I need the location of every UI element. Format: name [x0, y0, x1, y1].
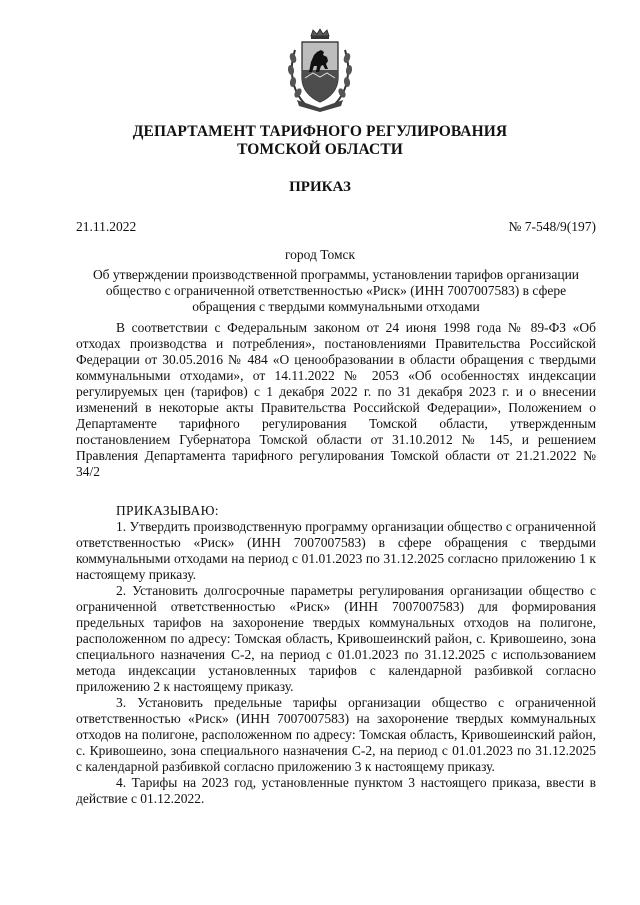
preamble-paragraph: В соответствии с Федеральным законом от 24 июня 1998 года № 89-ФЗ «Об отходах производства и потребления», постановлениями Правительства Российской Федерации от 30.05.2016 № 484 «О ценообразовании в области обращения с твердыми коммунальными отходами», от 14.11.2022 № 2053 «Об особенностях индексации регулируемых цен (тарифов) с 1 декабря 2022 г. по 31 декабря 2023 г. и о внесении изменений в некоторые акты Правительства Российской Федерации», Положением о Департаменте тарифного регулирования Томской области, утвержденным постановлением Губернатора Томской области от 31.10.2012 № 145, и решением Правления Департамента тарифного регулирования Томской области от 21.21.2022 № 34/2: [76, 320, 596, 479]
document-number: № 7-548/9(197): [508, 219, 596, 234]
decree-item-1: 1. Утвердить производственную программу организации общество с ограниченной ответственностью «Риск» (ИНН 7007007583) в сфере обращения с твердыми коммунальными отходами на период с 01.01.2023 по 31.12.2025 согласно приложению 1 к настоящему приказу.: [76, 519, 596, 582]
decree-items-list: [76, 519, 596, 807]
decree-item-2: 2. Установить долгосрочные параметры регулирования организации общество с ограниченной ответственностью «Риск» (ИНН 7007007583) для формирования предельных тарифов на захоронение твердых коммунальных отходов на полигоне, расположенном по адресу: Томская область, Кривошеинский район, с. Кривошеино, зона специального назначения С-2, на период с 01.01.2023 по 31.12.2025 с использованием метода индексации установленных тарифов с календарной разбивкой согласно приложению 2 к настоящему приказу.: [76, 583, 596, 694]
decree-item-3: 3. Установить предельные тарифы организации общество с ограниченной ответственностью «Риск» (ИНН 7007007583) на захоронение твердых коммунальных отходов на полигоне, расположенном по адресу: Томская область, Кривошеинский район, с. Кривошеино, зона специального назначения С-2, на период с 01.01.2023 по 31.12.2025 с календарной разбивкой согласно приложению 3 к настоящему приказу.: [76, 695, 596, 774]
organization-title-line-2: ТОМСКОЙ ОБЛАСТИ: [237, 141, 403, 158]
document-city: город Томск: [284, 247, 356, 262]
organization-title: [0, 123, 640, 159]
document-type-heading: ПРИКАЗ: [289, 179, 351, 195]
tomsk-coat-of-arms-icon: [283, 28, 357, 112]
organization-title-line-1: ДЕПАРТАМЕНТ ТАРИФНОГО РЕГУЛИРОВАНИЯ: [132, 123, 508, 140]
preamble-section: [76, 320, 596, 480]
decree-item-4: 4. Тарифы на 2023 год, установленные пунктом 3 настоящего приказа, ввести в действие с 01.12.2022.: [76, 775, 596, 806]
document-date: 21.11.2022: [76, 219, 137, 234]
document-subject: Об утверждении производственной программы, установлении тарифов организации общество с ограниченной ответственностью «Риск» (ИНН 7007007583) в сфере обращения с твердыми коммунальными отходами: [92, 267, 580, 314]
decree-heading: ПРИКАЗЫВАЮ:: [116, 503, 219, 518]
